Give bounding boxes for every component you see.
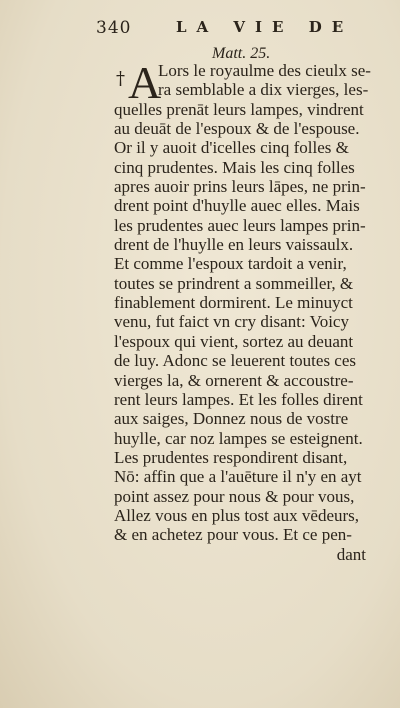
running-title: LA VIE DE: [176, 18, 354, 36]
text-line: drent point d'huylle auec elles. Mais: [114, 196, 360, 216]
text-line: Allez vous en plus tost aux vēdeurs,: [114, 505, 360, 525]
running-header: [96, 18, 396, 42]
text-line: huylle, car noz lampes se esteignent.: [114, 428, 363, 448]
text-line: au deuāt de l'espoux & de l'espouse.: [114, 119, 360, 139]
text-line: quelles prenāt leurs lampes, vindrent: [114, 99, 364, 119]
text-line: apres auoir prins leurs lāpes, ne prin-: [114, 177, 366, 197]
scripture-reference: Matt. 25.: [212, 45, 271, 62]
text-line: & en achetez pour vous. Et ce pen-: [114, 525, 352, 545]
text-line: de luy. Adonc se leuerent toutes ces: [114, 351, 357, 371]
text-line: Nō: affin que a l'auēture il n'y en ayt: [114, 467, 362, 487]
text-line: Or il y auoit d'icelles cinq folles &: [114, 138, 349, 158]
text-line: vierges la, & ornerent & accoustre-: [114, 370, 354, 390]
page-number: 340: [96, 18, 132, 38]
body-text: [114, 57, 390, 564]
text-line: finablement dormirent. Le minuyct: [114, 293, 353, 313]
text-line: aux saiges, Donnez nous de vostre: [114, 409, 349, 429]
drop-cap: A: [128, 57, 162, 108]
text-line: cinq prudentes. Mais les cinq folles: [114, 157, 355, 177]
text-line: Les prudentes respondirent disant,: [114, 447, 348, 467]
text-line: Et comme l'espoux tardoit a venir,: [114, 254, 347, 274]
text-line: l'espoux qui vient, sortez au deuant: [114, 331, 354, 351]
text-line: ra semblable a dix vierges, les-: [158, 80, 369, 100]
text-line: Lors le royaulme des cieulx se-: [158, 61, 371, 80]
text-line: rent leurs lampes. Et les folles dirent: [114, 389, 363, 409]
catchword: dant: [336, 544, 366, 564]
dagger-mark: †: [116, 68, 125, 89]
text-line: venu, fut faict vn cry disant: Voicy: [114, 312, 349, 332]
text-line: point assez pour nous & pour vous,: [114, 486, 355, 506]
text-line: toutes se prindrent a sommeiller, &: [114, 273, 354, 293]
text-line: drent de l'huylle en leurs vaissaulx.: [114, 235, 354, 255]
text-line: les prudentes auec leurs lampes prin-: [114, 215, 366, 235]
